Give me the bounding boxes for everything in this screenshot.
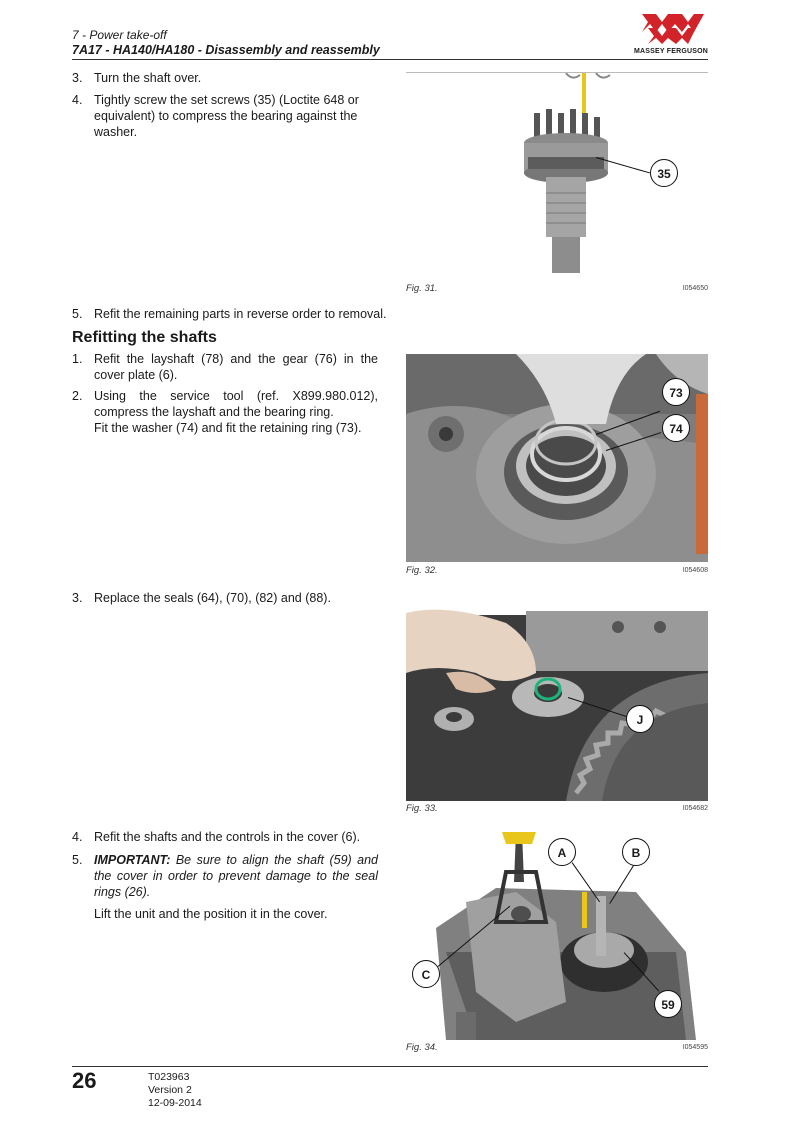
- figure-32-image: [406, 354, 708, 562]
- footer-info: [148, 1071, 202, 1110]
- figure-31-image: [406, 72, 708, 281]
- figure-33-image: [406, 593, 708, 801]
- header-section: 7 - Power take-off: [72, 28, 167, 42]
- step-text: Refit the shafts and the controls in the cover (6).: [94, 830, 361, 844]
- step-text: Turn the shaft over.: [94, 71, 202, 85]
- step-number: 2.: [72, 389, 83, 403]
- step-b1: [72, 351, 378, 383]
- important-text: Be sure to align the shaft (59) and the cover in order to prevent damage to the seal rings (26).: [94, 853, 378, 899]
- step-number: 4.: [72, 93, 83, 107]
- figure-34-ref: I054595: [682, 1044, 708, 1051]
- step-a5: [72, 306, 452, 322]
- step-text-2: Lift the unit and the position it in the cover.: [94, 907, 328, 921]
- page-number: 26: [72, 1068, 97, 1093]
- step-number: 1.: [72, 352, 83, 366]
- figure-34-caption: Fig. 34.: [406, 1042, 438, 1053]
- header-title: 7A17 - HA140/HA180 - Disassembly and reassembly: [72, 43, 380, 57]
- step-number: 3.: [72, 71, 83, 85]
- callout-b: B: [622, 838, 650, 866]
- figure-31-ref: I054650: [682, 285, 708, 292]
- step-number: 5.: [72, 307, 83, 321]
- section-title: Refitting the shafts: [72, 329, 217, 346]
- step-a3: [72, 70, 378, 86]
- callout-a: A: [548, 838, 576, 866]
- step-b2: [72, 388, 378, 436]
- step-text-2: Fit the washer (74) and fit the retaining ring (73).: [94, 421, 362, 435]
- callout-c: C: [412, 960, 440, 988]
- doc-date: 12-09-2014: [148, 1097, 202, 1109]
- important-label: IMPORTANT:: [94, 853, 171, 867]
- figure-33-ref: I054682: [682, 805, 708, 812]
- figure-31-caption: Fig. 31.: [406, 283, 438, 294]
- figure-33-caption: Fig. 33.: [406, 803, 438, 814]
- step-a4: [72, 92, 378, 140]
- step-text: Replace the seals (64), (70), (82) and (88).: [94, 591, 331, 605]
- footer-rule: [72, 1066, 708, 1067]
- step-text: Tightly screw the set screws (35) (Loctite 648 or equivalent) to compress the bearing against the washer.: [94, 93, 359, 139]
- doc-version: Version 2: [148, 1084, 192, 1096]
- doc-ref: T023963: [148, 1071, 190, 1083]
- callout-35: 35: [650, 159, 678, 187]
- step-number: 3.: [72, 591, 83, 605]
- figure-32-caption: Fig. 32.: [406, 565, 438, 576]
- figure-34-image: [406, 832, 708, 1040]
- callout-73: 73: [662, 378, 690, 406]
- step-text: Using the service tool (ref. X899.980.012), compress the layshaft and the bearing ring.: [94, 389, 378, 419]
- callout-59: 59: [654, 990, 682, 1018]
- header-rule: [72, 59, 708, 60]
- brand-name: MASSEY FERGUSON: [633, 48, 709, 55]
- step-text: [94, 852, 378, 900]
- step-b3: [72, 590, 378, 606]
- step-b4: [72, 829, 378, 845]
- step-text: Refit the layshaft (78) and the gear (76) in the cover plate (6).: [94, 352, 378, 382]
- step-b5: [72, 852, 378, 922]
- step-number: 5.: [72, 853, 83, 867]
- callout-74: 74: [662, 414, 690, 442]
- callout-j: J: [626, 705, 654, 733]
- step-text: Refit the remaining parts in reverse order to removal.: [94, 307, 387, 321]
- figure-32-ref: I054608: [682, 567, 708, 574]
- step-number: 4.: [72, 830, 83, 844]
